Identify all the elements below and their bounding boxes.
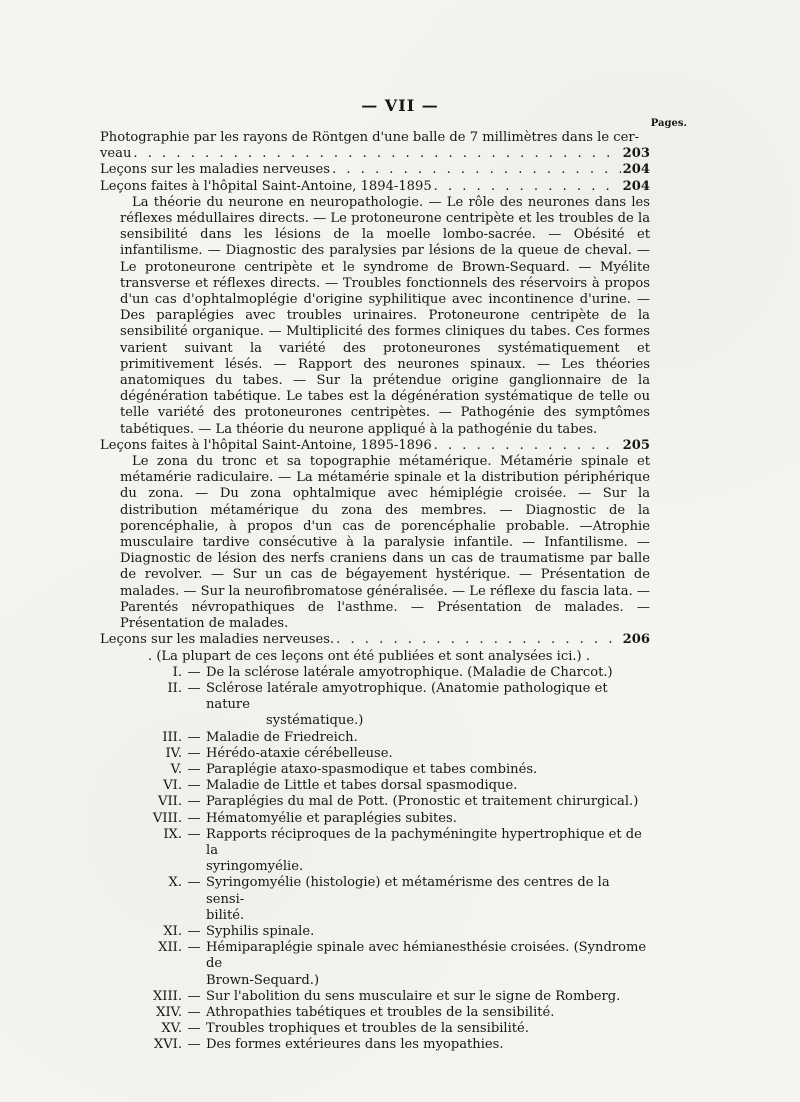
lessons-list — [100, 665, 650, 1054]
lesson-dash: — — [187, 875, 201, 891]
lesson-title: Rapports réciproques de la pachyméningite hypertrophique et de la — [206, 826, 642, 858]
lesson-number: VI. — [163, 778, 182, 794]
lesson-number: IX. — [163, 826, 182, 842]
lesson-number: XI. — [163, 923, 182, 939]
lesson-item — [100, 811, 650, 827]
lesson-number: XVI. — [153, 1037, 182, 1053]
page-number: 206 — [622, 632, 650, 648]
lesson-number: XIV. — [156, 1004, 182, 1020]
lesson-item — [100, 827, 650, 876]
toc-entry-lecons-maladies — [100, 632, 650, 648]
lesson-item — [100, 924, 650, 940]
lesson-item — [100, 794, 650, 810]
lesson-dash: — — [187, 940, 201, 956]
summary-1894: La théorie du neurone en neuropathologie. — Le rôle des neurones dans les réflexes médullaires directs. — Le protoneurone centripète et les troubles de la sensibilité dans les lésions de la moelle lombo-sacrée. — Obésité et infantilisme. — Diagnostic des paralysies par lésions de la queue de cheval. — Le protoneurone centripète et le syndrome de Brown-Sequard. — Myélite transverse et réflexes directs. — Troubles fonctionnels des réservoirs à propos d'un cas d'ophtalmoplégie d'origine syphilitique avec incontinence d'urine. — Des paraplégies avec troubles urinaires. Protoneurone centripète de la sensibilité organique. — Multiplicité des formes cliniques du tabes. Ces formes varient suivant la variété des protoneurones systématiquement et primitivement lésés. — Rapport des neurones spinaux. — Les théories anatomiques du tabes. — Sur la prétendue origine ganglionnaire de la dégénération tabétique. Le tabes est la dégénération systématique de telle ou telle variété des protoneurones centripètes. — Pathogénie des symptômes tabétiques. — La théorie du neurone appliqué à la pathogénie du tabes. — [120, 194, 650, 437]
lesson-title: Athropathies tabétiques et troubles de la sensibilité. — [206, 1004, 555, 1020]
toc-entry-saint-antoine-1894 — [100, 179, 650, 195]
lesson-number: I. — [172, 664, 182, 680]
lesson-dash: — — [187, 1004, 201, 1020]
toc-entry-text: Leçons sur les maladies nerveuses. — [100, 632, 335, 648]
lesson-dash: — — [187, 810, 201, 826]
toc-entry-line — [100, 438, 650, 454]
toc-entry-line — [100, 179, 650, 195]
page-number: 204 — [622, 162, 650, 178]
lesson-title: Paraplégies du mal de Pott. (Pronostic et traitement chirurgical.) — [206, 794, 639, 810]
toc-entry-text: Leçons faites à l'hôpital Saint-Antoine, 1895-1896 — [100, 437, 432, 453]
lesson-item — [100, 1005, 650, 1021]
dot-leaders — [131, 146, 620, 162]
lessons-intro: . (La plupart de ces leçons ont été publiées et sont analysées ici.) . — [148, 648, 590, 664]
lesson-item — [100, 778, 650, 794]
lesson-dash: — — [187, 664, 201, 680]
toc-entry-text: Photographie par les rayons de Röntgen d'une balle de 7 millimètres dans le cer- — [100, 130, 640, 145]
lesson-number: XV. — [161, 1021, 182, 1037]
dot-leaders — [334, 632, 621, 648]
lesson-title-continuation: systématique.) — [266, 713, 364, 729]
lesson-title: De la sclérose latérale amyotrophique. (Maladie de Charcot.) — [206, 664, 613, 680]
lesson-dash: — — [187, 745, 201, 761]
lesson-item — [100, 665, 650, 681]
lesson-title: Paraplégie ataxo-spasmodique et tabes combinés. — [206, 761, 538, 777]
dot-leaders — [432, 179, 621, 195]
lesson-title: Hématomyélie et paraplégies subites. — [206, 810, 457, 826]
lesson-dash: — — [187, 761, 201, 777]
lesson-title: Syphilis spinale. — [206, 923, 315, 939]
toc-entry-line — [100, 162, 650, 178]
page-number: 205 — [622, 437, 650, 453]
lesson-title-continuation: bilité. — [206, 907, 245, 923]
lesson-title-block — [206, 681, 650, 730]
lesson-title: Maladie de Little et tabes dorsal spasmodique. — [206, 778, 518, 794]
lesson-item — [100, 989, 650, 1005]
dot-leaders — [432, 438, 621, 454]
lesson-item — [100, 746, 650, 762]
lesson-title-continuation: syringomyélie. — [206, 859, 304, 875]
summary-1895: Le zona du tronc et sa topographie métamérique. Métamérie spinale et métamérie radiculaire. — La métamérie spinale et la distribution périphérique du zona. — Du zona ophtalmique avec hémiplégie croisée. — Sur la distribution métamérique du zona des membres. — Diagnostic de la porencéphalie, à propos d'un cas de porencéphalie probable. —Atrophie musculaire tardive consécutive à la paralysie infantile. — Infantilisme. — Diagnostic de lésion des nerfs craniens dans un cas de traumatisme par balle de revolver. — Sur un cas de bégayement hystérique. — Présentation de malades. — Sur la neurofibromatose généralisée. — Le réflexe du fascia lata. — Parentés névropathiques de l'asthme. — Présentation de malades. — Présentation de malades. — [120, 454, 650, 632]
lesson-item — [100, 762, 650, 778]
lesson-title-continuation: Brown-Sequard.) — [206, 972, 320, 988]
lesson-number: II. — [167, 680, 182, 696]
page-header: — VII — — [361, 96, 439, 115]
lesson-dash: — — [187, 826, 201, 842]
lesson-number: VIII. — [152, 810, 182, 826]
toc-entry-text: veau — [100, 146, 132, 162]
toc-entry-text: Leçons sur les maladies nerveuses — [100, 162, 330, 178]
lesson-dash: — — [187, 729, 201, 745]
lesson-dash: — — [187, 1021, 201, 1037]
lesson-title-block — [206, 827, 650, 876]
lesson-title: Sclérose latérale amyotrophique. (Anatomie pathologique et nature — [206, 680, 608, 713]
toc-entry-lecons — [100, 162, 650, 178]
lesson-number: XIII. — [152, 988, 182, 1004]
lesson-title-block — [206, 940, 650, 989]
toc-entry-rontgen — [100, 130, 650, 162]
lesson-title: Des formes extérieures dans les myopathies. — [206, 1037, 504, 1053]
lesson-item — [100, 1021, 650, 1037]
lesson-title: Hérédo-ataxie cérébelleuse. — [206, 745, 393, 761]
lesson-dash: — — [187, 680, 201, 696]
lesson-item — [100, 681, 650, 730]
page-number: 203 — [622, 146, 650, 162]
lesson-dash: — — [187, 794, 201, 810]
toc-entry-saint-antoine-1895 — [100, 438, 650, 454]
lesson-title: Sur l'abolition du sens musculaire et sur le signe de Romberg. — [206, 988, 621, 1004]
lesson-item — [100, 875, 650, 924]
lesson-title: Hémiparaplégie spinale avec hémianesthésie croisées. (Syndrome de — [206, 940, 647, 972]
lesson-title: Syringomyélie (histologie) et métamérisme des centres de la sensi- — [206, 875, 610, 907]
lesson-number: IV. — [165, 745, 182, 761]
toc-entry-line — [100, 632, 650, 648]
lesson-dash: — — [187, 778, 201, 794]
lesson-number: VII. — [158, 794, 182, 810]
lesson-title: Troubles trophiques et troubles de la sensibilité. — [206, 1021, 529, 1037]
lesson-number: X. — [168, 875, 182, 891]
lesson-item — [100, 1037, 650, 1053]
pages-column-label: Pages. — [650, 118, 687, 129]
lesson-number: V. — [170, 761, 182, 777]
lesson-title: Maladie de Friedreich. — [206, 729, 358, 745]
lesson-dash: — — [187, 988, 201, 1004]
toc-entry-last-line — [100, 146, 650, 162]
lesson-item — [100, 940, 650, 989]
lesson-dash: — — [187, 923, 201, 939]
lesson-number: III. — [162, 729, 182, 745]
lesson-number: XII. — [158, 940, 182, 956]
lesson-item — [100, 730, 650, 746]
toc-entry-text: Leçons faites à l'hôpital Saint-Antoine, 1894-1895 — [100, 178, 432, 194]
table-of-contents — [100, 130, 650, 1054]
lesson-dash: — — [187, 1037, 201, 1053]
lesson-title-block — [206, 875, 650, 924]
page-number: 204 — [622, 178, 650, 194]
dot-leaders — [330, 162, 621, 178]
